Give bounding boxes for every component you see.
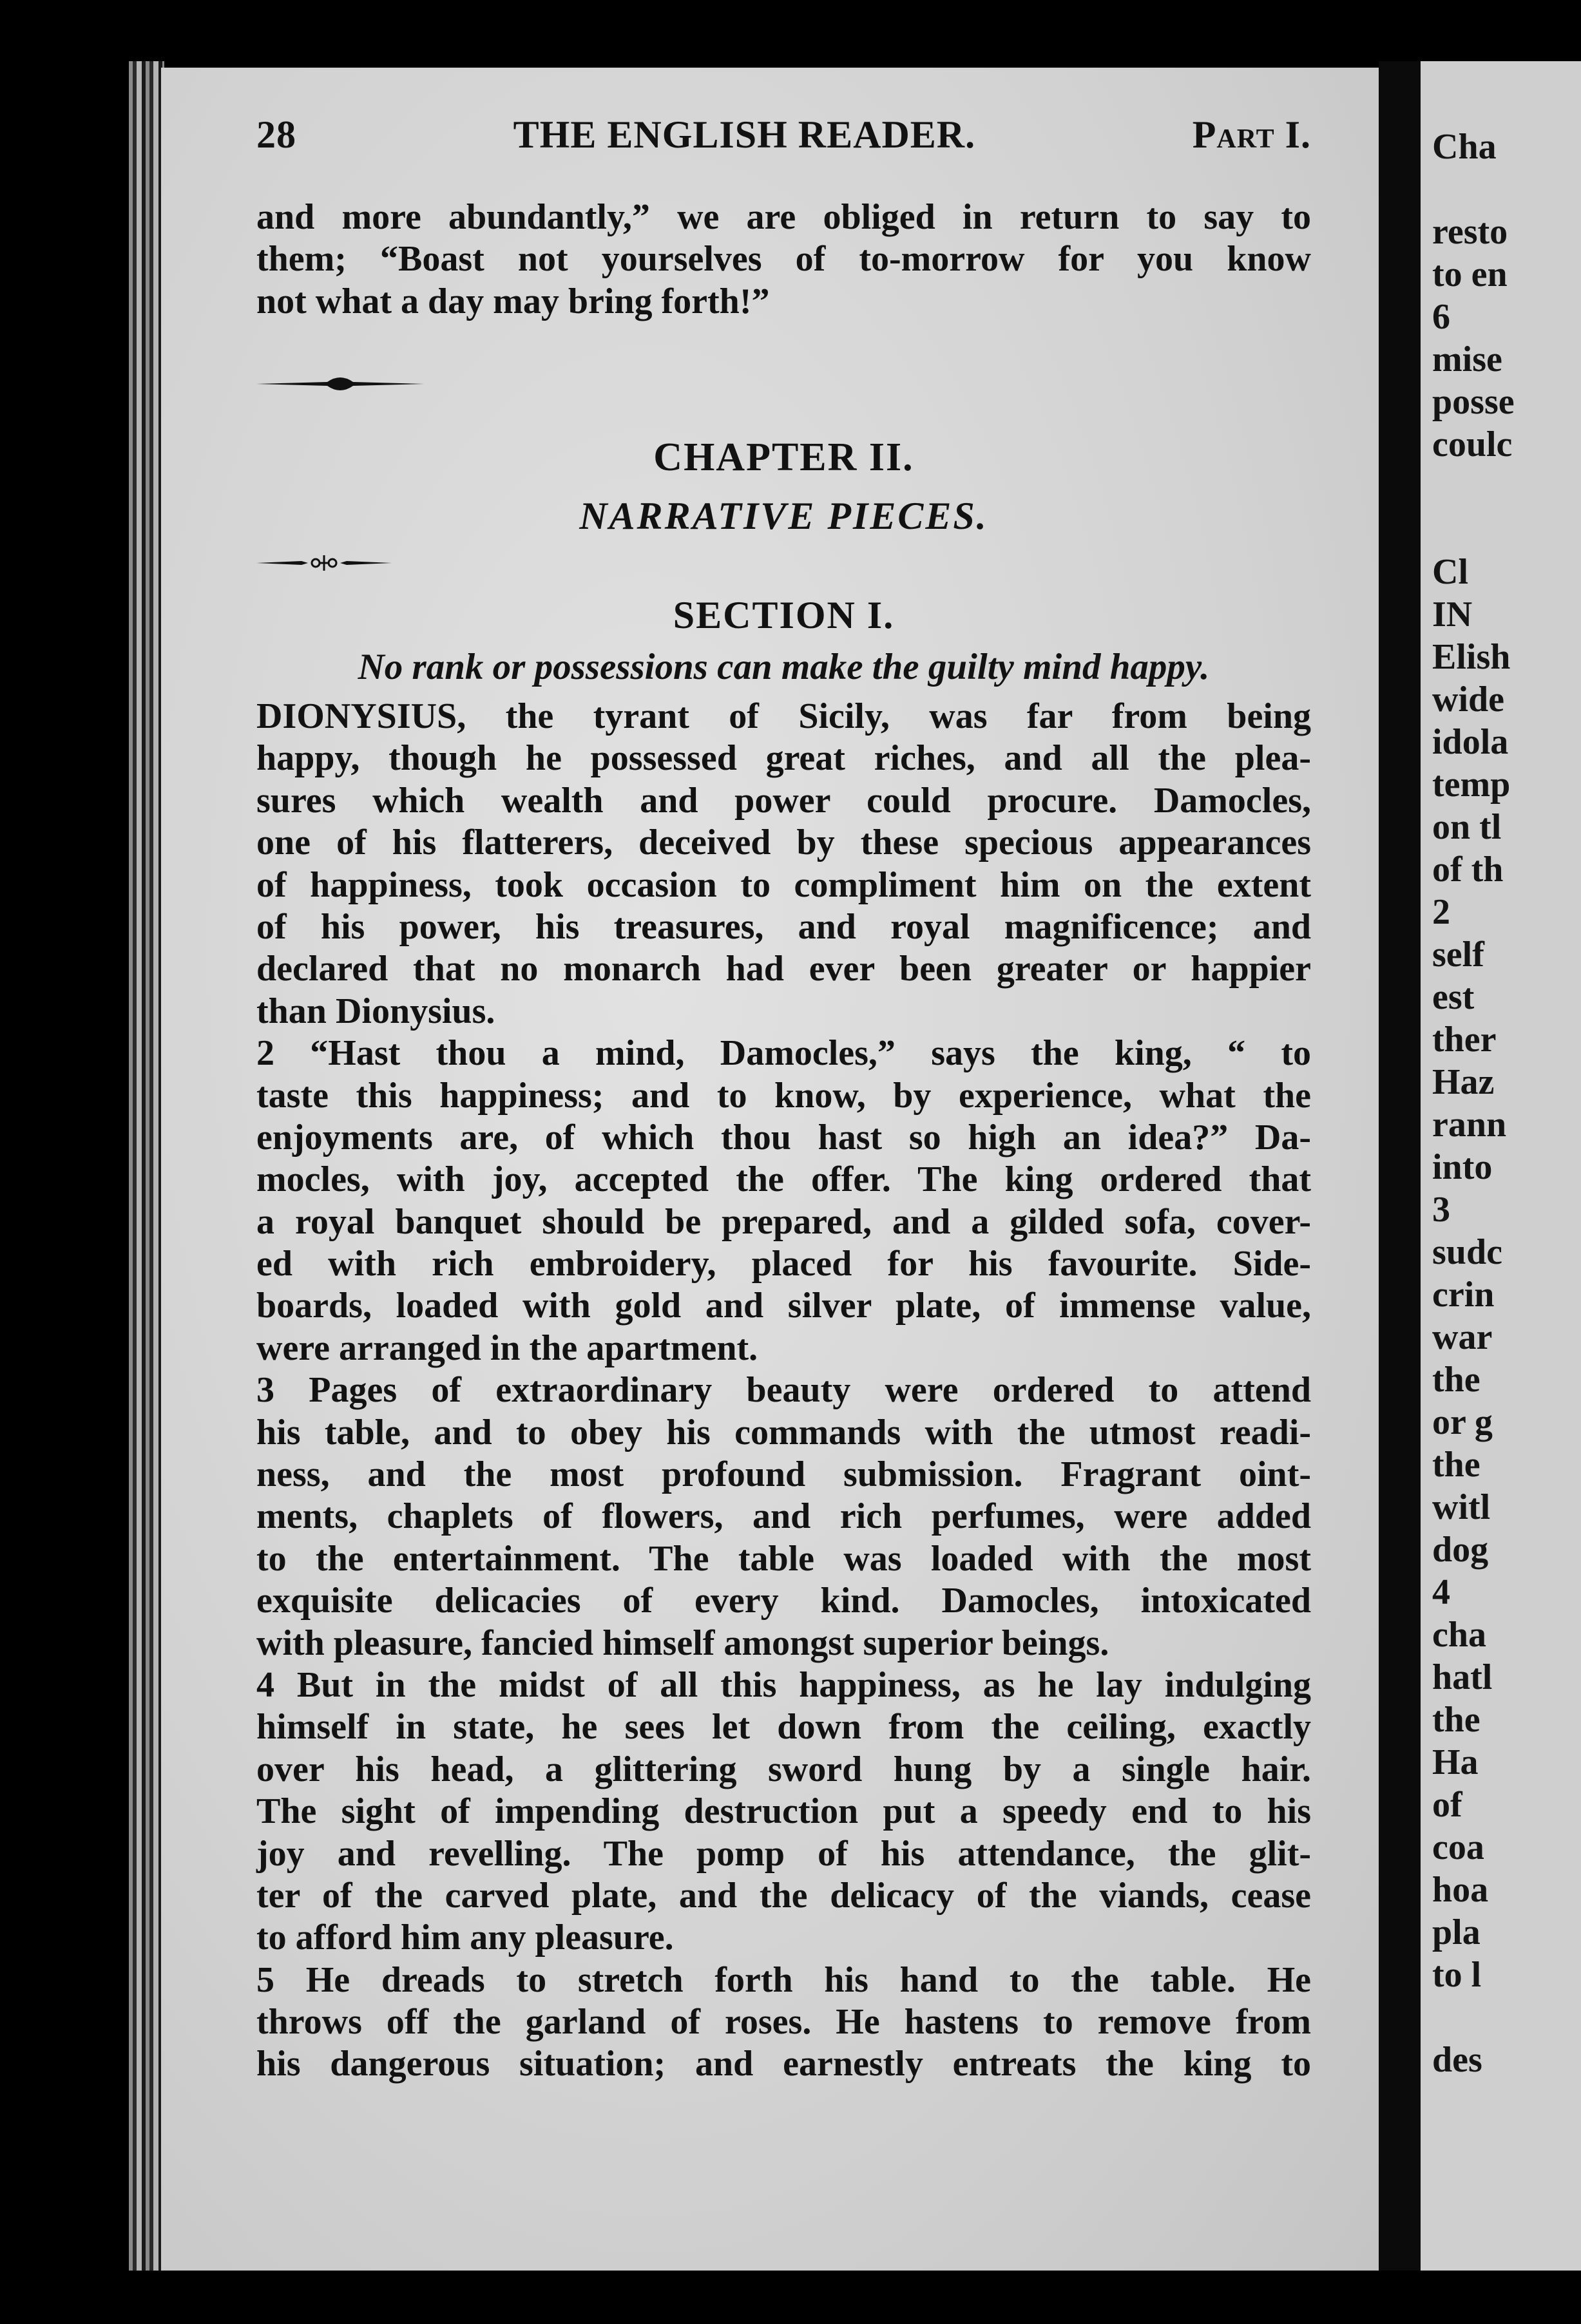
facing-page-line: dog: [1432, 1530, 1489, 1570]
paragraph-3: [256, 1369, 1311, 1664]
facing-page-line: coulc: [1432, 424, 1513, 464]
left-page: [161, 68, 1379, 2271]
facing-page-line: or g: [1432, 1402, 1493, 1442]
facing-page-line: rann: [1432, 1105, 1507, 1145]
text-line: than Dionysius.: [256, 991, 495, 1031]
text-line: over his head, a glittering sword hung by a single hair.: [256, 1749, 1311, 1789]
paragraph-1: [256, 696, 1311, 1033]
text-line: ed with rich embroidery, placed for his favourite. Side-: [256, 1244, 1311, 1284]
paragraph-2: [256, 1033, 1311, 1369]
facing-page-line: [1432, 508, 1515, 551]
text-line: throws off the garland of roses. He hastens to remove from: [256, 2002, 1311, 2043]
text-line: 2 “Hast thou a mind, Damocles,” says the king, “ to: [256, 1033, 1311, 1074]
facing-page-line: ther: [1432, 1020, 1497, 1060]
page-body: [256, 196, 1311, 2086]
text-line: happy, though he possessed great riches, and all the plea-: [256, 738, 1311, 779]
section-subtitle: No rank or possessions can make the guilty mind happy.: [358, 646, 1210, 687]
facing-page-line: posse: [1432, 382, 1515, 422]
facing-page-line: of th: [1432, 850, 1504, 890]
running-head: [256, 113, 1311, 171]
text-line: mocles, with joy, accepted the offer. The king ordered that: [256, 1159, 1311, 1200]
facing-page-line: crin: [1432, 1275, 1495, 1315]
section-ornament: [256, 553, 392, 573]
text-line: 4 But in the midst of all this happiness, as he lay indulging: [256, 1664, 1311, 1705]
facing-page-line: mise: [1432, 339, 1502, 379]
facing-page-line: hatl: [1432, 1657, 1493, 1697]
facing-page-line: [1432, 168, 1515, 211]
facing-page-line: of: [1432, 1785, 1462, 1825]
part-label: Part I.: [1192, 113, 1311, 156]
facing-page-line: wide: [1432, 680, 1504, 719]
text-line: his dangerous situation; and earnestly entreats the king to: [256, 2044, 1311, 2084]
text-line: 5 He dreads to stretch forth his hand to the table. He: [256, 1959, 1311, 2000]
facing-page-line: 4: [1432, 1572, 1450, 1612]
text-line: boards, loaded with gold and silver plate, of immense value,: [256, 1286, 1311, 1326]
text-line: were arranged in the apartment.: [256, 1328, 758, 1368]
facing-page-line: des: [1432, 2040, 1482, 2080]
facing-page-line: on tl: [1432, 807, 1502, 847]
text-line: one of his flatterers, deceived by these specious appearances: [256, 823, 1311, 863]
text-line: joy and revelling. The pomp of his attendance, the glit-: [256, 1833, 1311, 1874]
facing-page-line: the: [1432, 1360, 1480, 1400]
facing-page-line: idola: [1432, 722, 1509, 762]
text-line: of happiness, took occasion to compliment him on the extent: [256, 864, 1311, 905]
text-line: them; “Boast not yourselves of to-morrow for you know: [256, 239, 1311, 280]
facing-page-line: sudc: [1432, 1232, 1502, 1272]
paragraph-4: [256, 1664, 1311, 1959]
text-line: his table, and to obey his commands with the utmost readi-: [256, 1412, 1311, 1452]
facing-page-line: [1432, 466, 1515, 508]
text-line: to the entertainment. The table was loaded with the most: [256, 1538, 1311, 1579]
text-line: taste this happiness; and to know, by experience, what the: [256, 1075, 1311, 1116]
facing-page-text: [1432, 126, 1515, 2081]
facing-page-line: to en: [1432, 254, 1508, 294]
text-line: not what a day may bring forth!”: [256, 281, 770, 321]
text-line: enjoyments are, of which thou hast so high an idea?” Da-: [256, 1117, 1311, 1157]
facing-page-line: hoa: [1432, 1870, 1489, 1910]
text-line: sures which wealth and power could procure. Damocles,: [256, 780, 1311, 821]
facing-page-line: witl: [1432, 1487, 1491, 1527]
facing-page-line: est: [1432, 977, 1475, 1017]
text-line: 3 Pages of extraordinary beauty were ordered to attend: [256, 1370, 1311, 1411]
facing-page-line: cha: [1432, 1615, 1486, 1655]
facing-page-line: Elish: [1432, 637, 1511, 677]
text-line: and more abundantly,” we are obliged in return to say to: [256, 197, 1311, 237]
chapter-title: CHAPTER II.: [653, 435, 914, 479]
book-spine: [129, 61, 164, 2277]
facing-page-fragment: [1421, 61, 1581, 2277]
facing-page-line: Cha: [1432, 127, 1497, 167]
facing-page-line: 3: [1432, 1190, 1450, 1230]
text-line: to afford him any pleasure.: [256, 1918, 674, 1958]
facing-page-line: to l: [1432, 1955, 1482, 1995]
facing-page-line: Cl: [1432, 552, 1468, 592]
text-line: a royal banquet should be prepared, and a gilded sofa, cover-: [256, 1201, 1311, 1242]
facing-page-line: IN: [1432, 595, 1473, 634]
facing-page-line: coa: [1432, 1827, 1484, 1867]
page-gutter: [1379, 61, 1421, 2277]
facing-page-line: self: [1432, 935, 1484, 975]
facing-page-line: pla: [1432, 1912, 1480, 1952]
text-line: The sight of impending destruction put a speedy end to his: [256, 1791, 1311, 1832]
facing-page-line: Haz: [1432, 1062, 1495, 1102]
scan-bottom-edge: [129, 2271, 1581, 2324]
facing-page-line: war: [1432, 1317, 1493, 1357]
facing-page-line: temp: [1432, 765, 1511, 805]
text-line: exquisite delicacies of every kind. Damocles, intoxicated: [256, 1581, 1311, 1621]
text-line: of his power, his treasures, and royal magnificence; and: [256, 906, 1311, 947]
text-line: declared that no monarch had ever been greater or happier: [256, 949, 1311, 989]
section-title: SECTION I.: [673, 593, 895, 636]
chapter-subtitle: NARRATIVE PIECES.: [579, 494, 988, 537]
text-line: ness, and the most profound submission. Fragrant oint-: [256, 1454, 1311, 1495]
facing-page-line: Ha: [1432, 1742, 1479, 1782]
text-line: ments, chaplets of flowers, and rich perfumes, were added: [256, 1496, 1311, 1537]
facing-page-line: the: [1432, 1700, 1480, 1740]
facing-page-line: resto: [1432, 212, 1508, 252]
facing-page-line: 2: [1432, 892, 1450, 932]
opening-paragraph: [256, 196, 1311, 323]
text-line: with pleasure, fancied himself amongst superior beings.: [256, 1623, 1109, 1663]
facing-page-line: 6: [1432, 297, 1450, 337]
facing-page-line: [1432, 1996, 1515, 2039]
text-line: ter of the carved plate, and the delicacy of the viands, cease: [256, 1875, 1311, 1916]
book-title: THE ENGLISH READER.: [513, 113, 976, 156]
page-number: 28: [256, 113, 296, 156]
text-line: himself in state, he sees let down from the ceiling, exactly: [256, 1707, 1311, 1748]
text-line: DIONYSIUS, the tyrant of Sicily, was far from being: [256, 696, 1311, 736]
chapter-ornament-rule: [256, 373, 424, 395]
facing-page-line: into: [1432, 1147, 1493, 1187]
facing-page-line: the: [1432, 1445, 1480, 1485]
paragraph-5: [256, 1959, 1311, 2086]
